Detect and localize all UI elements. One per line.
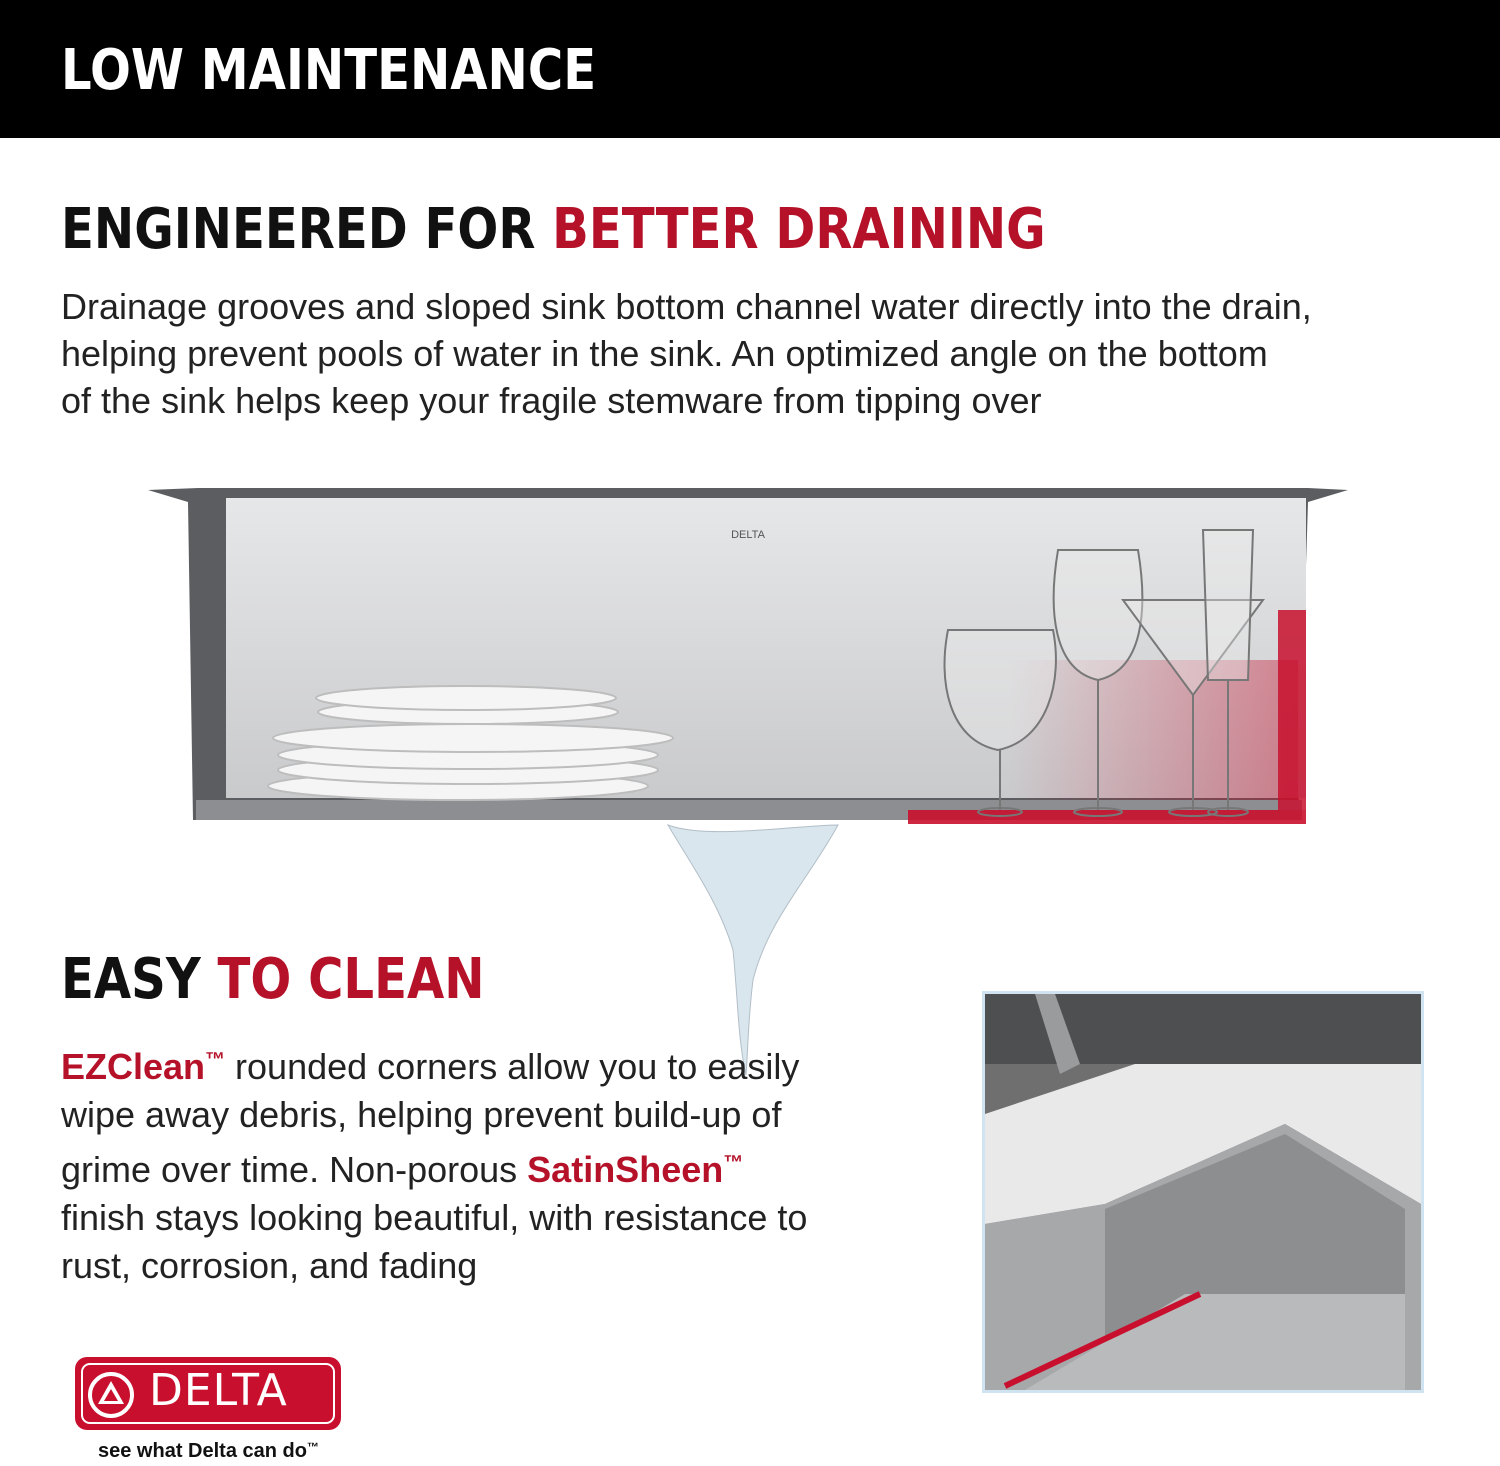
delta-triangle-icon <box>87 1371 135 1419</box>
brand-tagline <box>98 1440 319 1463</box>
trademark-symbol: ™ <box>723 1152 744 1174</box>
ezclean-term: EZClean <box>61 1046 206 1087</box>
logo-wordmark: DELTA <box>149 1365 288 1416</box>
satinsheen-term: SatinSheen <box>527 1149 724 1190</box>
tagline-trademark: ™ <box>306 1440 319 1454</box>
section-heading-clean <box>61 947 485 1012</box>
heading-red-part: BETTER DRAINING <box>552 197 1046 262</box>
heading-black-part: ENGINEERED FOR <box>61 197 536 262</box>
heading-red-part: TO CLEAN <box>217 947 485 1012</box>
delta-logo <box>75 1357 341 1430</box>
tagline-text: see what Delta can do <box>98 1440 307 1462</box>
heading-black-part: EASY <box>61 947 201 1012</box>
draining-description: Drainage grooves and sloped sink bottom channel water directly into the drain, helping prevent pools of water in the sink. An optimized angle on the bottom of the sink helps keep your fragile stemware from tipping over <box>61 286 1312 421</box>
clean-text-part2: finish stays looking beautiful, with resistance to rust, corrosion, and fading <box>61 1197 808 1286</box>
section-heading-draining <box>61 197 1046 262</box>
red-highlight-bottom <box>908 810 1306 824</box>
sink-brand-label: DELTA <box>731 529 765 541</box>
clean-description <box>61 1036 821 1290</box>
sink-corner-photo <box>982 991 1424 1393</box>
clean-text-part1: rounded corners allow you to easily wipe away debris, helping prevent build-up of grime over time. Non-porous <box>61 1046 800 1190</box>
header-banner <box>0 0 1500 138</box>
banner-title: LOW MAINTENANCE <box>61 38 597 103</box>
trademark-symbol: ™ <box>205 1049 226 1071</box>
